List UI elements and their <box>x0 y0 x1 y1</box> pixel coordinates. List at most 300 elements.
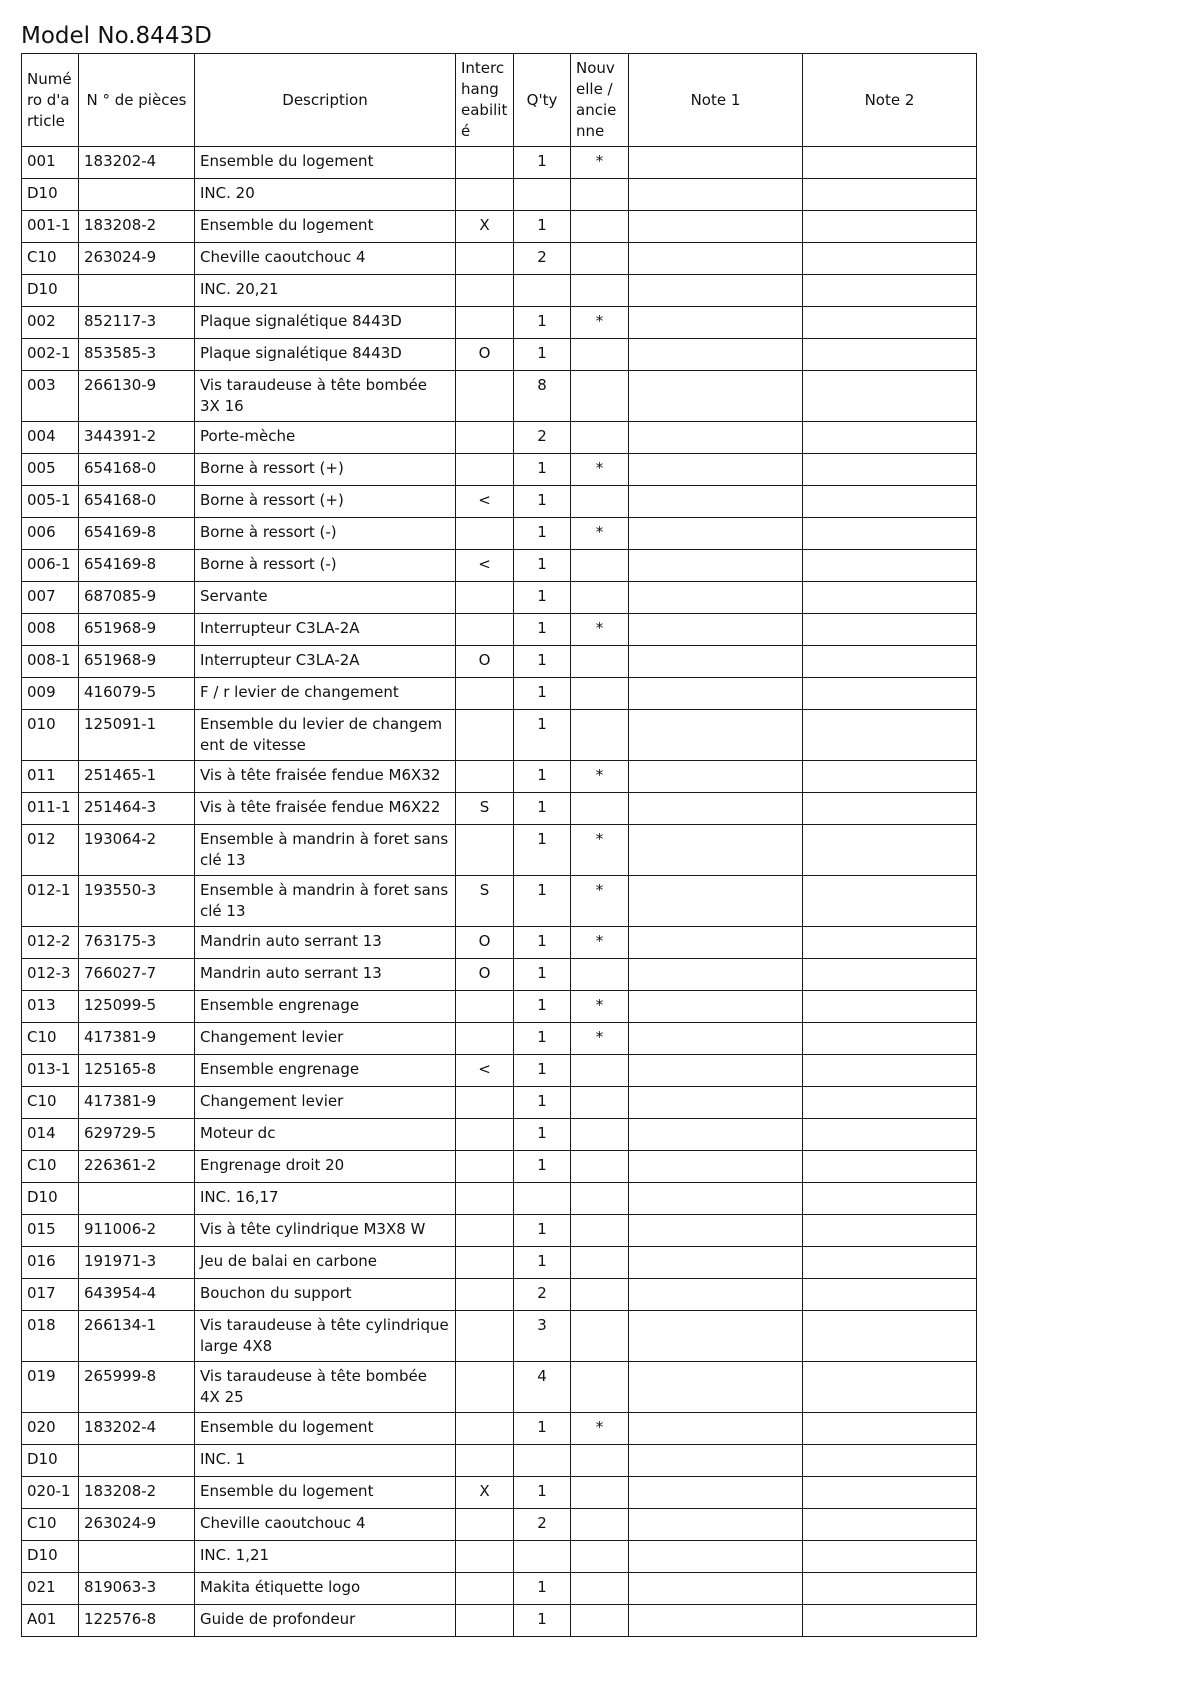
note-2-cell <box>803 307 977 339</box>
table-row <box>22 646 977 678</box>
part-number-cell: 263024-9 <box>79 243 195 275</box>
note-1-cell <box>629 275 803 307</box>
interchangeability-cell <box>456 678 514 710</box>
new-old-cell: * <box>571 991 629 1023</box>
note-1-cell <box>629 1279 803 1311</box>
new-old-cell: * <box>571 1023 629 1055</box>
interchangeability-cell <box>456 1311 514 1362</box>
part-number-cell: 344391-2 <box>79 422 195 454</box>
interchangeability-cell <box>456 275 514 307</box>
interchangeability-cell <box>456 1413 514 1445</box>
description-cell: INC. 1 <box>195 1445 456 1477</box>
description-cell: Plaque signalétique 8443D <box>195 339 456 371</box>
new-old-cell <box>571 1541 629 1573</box>
note-1-cell <box>629 307 803 339</box>
part-number-cell: 687085-9 <box>79 582 195 614</box>
part-number-cell: 226361-2 <box>79 1151 195 1183</box>
note-1-cell <box>629 1247 803 1279</box>
table-row <box>22 371 977 422</box>
item-number-cell: 003 <box>22 371 79 422</box>
table-row <box>22 550 977 582</box>
table-row <box>22 1509 977 1541</box>
description-cell: Borne à ressort (+) <box>195 454 456 486</box>
part-number-cell: 853585-3 <box>79 339 195 371</box>
item-number-cell: 021 <box>22 1573 79 1605</box>
quantity-cell: 1 <box>514 710 571 761</box>
quantity-cell: 1 <box>514 646 571 678</box>
description-cell: Vis à tête fraisée fendue M6X32 <box>195 761 456 793</box>
quantity-cell: 1 <box>514 550 571 582</box>
table-row <box>22 1362 977 1413</box>
part-number-cell: 125165-8 <box>79 1055 195 1087</box>
table-row <box>22 179 977 211</box>
quantity-cell: 1 <box>514 1215 571 1247</box>
new-old-cell <box>571 1279 629 1311</box>
interchangeability-cell <box>456 1509 514 1541</box>
table-row <box>22 927 977 959</box>
header-note-1: Note 1 <box>629 54 803 147</box>
part-number-cell: 266130-9 <box>79 371 195 422</box>
part-number-cell <box>79 179 195 211</box>
note-1-cell <box>629 646 803 678</box>
interchangeability-cell <box>456 991 514 1023</box>
part-number-cell: 766027-7 <box>79 959 195 991</box>
table-row <box>22 991 977 1023</box>
note-1-cell <box>629 761 803 793</box>
part-number-cell <box>79 1445 195 1477</box>
interchangeability-cell: O <box>456 646 514 678</box>
new-old-cell: * <box>571 614 629 646</box>
description-cell: Ensemble engrenage <box>195 1055 456 1087</box>
part-number-cell <box>79 275 195 307</box>
quantity-cell: 1 <box>514 1605 571 1637</box>
description-cell: Ensemble du logement <box>195 211 456 243</box>
item-number-cell: C10 <box>22 1509 79 1541</box>
table-row <box>22 275 977 307</box>
quantity-cell <box>514 179 571 211</box>
part-number-cell: 819063-3 <box>79 1573 195 1605</box>
interchangeability-cell <box>456 1151 514 1183</box>
quantity-cell: 1 <box>514 1119 571 1151</box>
quantity-cell: 4 <box>514 1362 571 1413</box>
quantity-cell: 1 <box>514 1151 571 1183</box>
quantity-cell: 1 <box>514 339 571 371</box>
note-2-cell <box>803 793 977 825</box>
description-cell: Jeu de balai en carbone <box>195 1247 456 1279</box>
new-old-cell: * <box>571 1413 629 1445</box>
part-number-cell: 183202-4 <box>79 147 195 179</box>
interchangeability-cell: < <box>456 550 514 582</box>
interchangeability-cell <box>456 454 514 486</box>
new-old-cell <box>571 486 629 518</box>
note-2-cell <box>803 1509 977 1541</box>
item-number-cell: 020 <box>22 1413 79 1445</box>
parts-table <box>21 53 977 1637</box>
note-2-cell <box>803 876 977 927</box>
description-cell: Vis à tête cylindrique M3X8 W <box>195 1215 456 1247</box>
description-cell: Ensemble du logement <box>195 1477 456 1509</box>
note-1-cell <box>629 1445 803 1477</box>
new-old-cell: * <box>571 147 629 179</box>
quantity-cell: 1 <box>514 825 571 876</box>
note-2-cell <box>803 1183 977 1215</box>
item-number-cell: C10 <box>22 1151 79 1183</box>
interchangeability-cell <box>456 1445 514 1477</box>
interchangeability-cell <box>456 614 514 646</box>
part-number-cell: 125099-5 <box>79 991 195 1023</box>
item-number-cell: 012-1 <box>22 876 79 927</box>
note-1-cell <box>629 211 803 243</box>
interchangeability-cell: S <box>456 876 514 927</box>
item-number-cell: 016 <box>22 1247 79 1279</box>
part-number-cell: 265999-8 <box>79 1362 195 1413</box>
table-row <box>22 422 977 454</box>
item-number-cell: 008 <box>22 614 79 646</box>
note-1-cell <box>629 876 803 927</box>
note-1-cell <box>629 422 803 454</box>
quantity-cell: 2 <box>514 422 571 454</box>
part-number-cell: 651968-9 <box>79 646 195 678</box>
item-number-cell: 010 <box>22 710 79 761</box>
note-1-cell <box>629 1087 803 1119</box>
table-row <box>22 825 977 876</box>
item-number-cell: 002-1 <box>22 339 79 371</box>
part-number-cell: 266134-1 <box>79 1311 195 1362</box>
note-1-cell <box>629 1573 803 1605</box>
item-number-cell: 006 <box>22 518 79 550</box>
item-number-cell: D10 <box>22 1445 79 1477</box>
header-row <box>22 54 977 147</box>
note-1-cell <box>629 1055 803 1087</box>
table-row <box>22 454 977 486</box>
new-old-cell <box>571 339 629 371</box>
interchangeability-cell <box>456 1087 514 1119</box>
note-2-cell <box>803 710 977 761</box>
note-1-cell <box>629 959 803 991</box>
quantity-cell: 1 <box>514 876 571 927</box>
item-number-cell: 020-1 <box>22 1477 79 1509</box>
new-old-cell <box>571 243 629 275</box>
quantity-cell: 3 <box>514 1311 571 1362</box>
interchangeability-cell <box>456 1605 514 1637</box>
quantity-cell: 2 <box>514 1279 571 1311</box>
table-row <box>22 147 977 179</box>
table-row <box>22 1477 977 1509</box>
note-2-cell <box>803 1605 977 1637</box>
item-number-cell: 011 <box>22 761 79 793</box>
note-2-cell <box>803 614 977 646</box>
description-cell: Guide de profondeur <box>195 1605 456 1637</box>
item-number-cell: 007 <box>22 582 79 614</box>
new-old-cell <box>571 1445 629 1477</box>
note-1-cell <box>629 1183 803 1215</box>
new-old-cell <box>571 582 629 614</box>
new-old-cell <box>571 1055 629 1087</box>
table-row <box>22 518 977 550</box>
item-number-cell: D10 <box>22 275 79 307</box>
note-2-cell <box>803 1362 977 1413</box>
item-number-cell: D10 <box>22 1183 79 1215</box>
quantity-cell: 2 <box>514 243 571 275</box>
new-old-cell: * <box>571 876 629 927</box>
description-cell: Bouchon du support <box>195 1279 456 1311</box>
table-row <box>22 710 977 761</box>
new-old-cell <box>571 211 629 243</box>
note-1-cell <box>629 550 803 582</box>
quantity-cell: 8 <box>514 371 571 422</box>
note-1-cell <box>629 1311 803 1362</box>
table-header <box>22 54 977 147</box>
note-1-cell <box>629 710 803 761</box>
quantity-cell: 1 <box>514 959 571 991</box>
quantity-cell: 1 <box>514 678 571 710</box>
description-cell: Makita étiquette logo <box>195 1573 456 1605</box>
note-2-cell <box>803 422 977 454</box>
note-2-cell <box>803 454 977 486</box>
item-number-cell: C10 <box>22 243 79 275</box>
item-number-cell: 005-1 <box>22 486 79 518</box>
description-cell: Mandrin auto serrant 13 <box>195 927 456 959</box>
part-number-cell: 654169-8 <box>79 550 195 582</box>
quantity-cell: 1 <box>514 761 571 793</box>
table-row <box>22 582 977 614</box>
description-cell: Ensemble du levier de changem ent de vitesse <box>195 710 456 761</box>
note-1-cell <box>629 371 803 422</box>
new-old-cell: * <box>571 927 629 959</box>
note-2-cell <box>803 1445 977 1477</box>
part-number-cell: 122576-8 <box>79 1605 195 1637</box>
quantity-cell: 1 <box>514 614 571 646</box>
note-1-cell <box>629 454 803 486</box>
description-cell: Changement levier <box>195 1087 456 1119</box>
item-number-cell: 012-2 <box>22 927 79 959</box>
note-1-cell <box>629 825 803 876</box>
description-cell: Cheville caoutchouc 4 <box>195 1509 456 1541</box>
interchangeability-cell <box>456 243 514 275</box>
item-number-cell: 009 <box>22 678 79 710</box>
table-row <box>22 1151 977 1183</box>
new-old-cell <box>571 646 629 678</box>
table-row <box>22 1023 977 1055</box>
table-row <box>22 959 977 991</box>
table-row <box>22 1247 977 1279</box>
part-number-cell <box>79 1541 195 1573</box>
part-number-cell: 251464-3 <box>79 793 195 825</box>
table-row <box>22 761 977 793</box>
interchangeability-cell <box>456 1215 514 1247</box>
part-number-cell: 183208-2 <box>79 211 195 243</box>
note-1-cell <box>629 1362 803 1413</box>
note-2-cell <box>803 550 977 582</box>
note-2-cell <box>803 991 977 1023</box>
description-cell: Interrupteur C3LA-2A <box>195 614 456 646</box>
note-2-cell <box>803 371 977 422</box>
interchangeability-cell: S <box>456 793 514 825</box>
description-cell: Borne à ressort (-) <box>195 518 456 550</box>
description-cell: Cheville caoutchouc 4 <box>195 243 456 275</box>
description-cell: Ensemble du logement <box>195 147 456 179</box>
note-2-cell <box>803 678 977 710</box>
note-2-cell <box>803 959 977 991</box>
note-2-cell <box>803 147 977 179</box>
note-2-cell <box>803 1151 977 1183</box>
new-old-cell: * <box>571 761 629 793</box>
table-row <box>22 1279 977 1311</box>
quantity-cell <box>514 1183 571 1215</box>
note-2-cell <box>803 339 977 371</box>
interchangeability-cell <box>456 1279 514 1311</box>
note-1-cell <box>629 1119 803 1151</box>
table-row <box>22 793 977 825</box>
note-1-cell <box>629 147 803 179</box>
description-cell: Ensemble à mandrin à foret sans clé 13 <box>195 825 456 876</box>
note-1-cell <box>629 1509 803 1541</box>
note-2-cell <box>803 275 977 307</box>
interchangeability-cell: X <box>456 1477 514 1509</box>
interchangeability-cell <box>456 179 514 211</box>
new-old-cell <box>571 1087 629 1119</box>
interchangeability-cell: O <box>456 959 514 991</box>
table-row <box>22 243 977 275</box>
table-row <box>22 339 977 371</box>
note-1-cell <box>629 1413 803 1445</box>
note-1-cell <box>629 793 803 825</box>
new-old-cell <box>571 1605 629 1637</box>
interchangeability-cell <box>456 1541 514 1573</box>
header-interchangeability: Interc hang eabilit é <box>456 54 514 147</box>
part-number-cell: 416079-5 <box>79 678 195 710</box>
note-2-cell <box>803 582 977 614</box>
interchangeability-cell: O <box>456 927 514 959</box>
part-number-cell: 193550-3 <box>79 876 195 927</box>
note-1-cell <box>629 518 803 550</box>
note-2-cell <box>803 761 977 793</box>
new-old-cell <box>571 422 629 454</box>
quantity-cell: 1 <box>514 211 571 243</box>
note-2-cell <box>803 1055 977 1087</box>
part-number-cell: 654168-0 <box>79 486 195 518</box>
new-old-cell <box>571 1509 629 1541</box>
description-cell: INC. 20,21 <box>195 275 456 307</box>
new-old-cell <box>571 550 629 582</box>
note-1-cell <box>629 1541 803 1573</box>
interchangeability-cell <box>456 422 514 454</box>
new-old-cell <box>571 1573 629 1605</box>
new-old-cell <box>571 179 629 211</box>
table-row <box>22 1541 977 1573</box>
new-old-cell <box>571 1477 629 1509</box>
item-number-cell: C10 <box>22 1087 79 1119</box>
header-new-old: Nouv elle / ancie nne <box>571 54 629 147</box>
item-number-cell: C10 <box>22 1023 79 1055</box>
interchangeability-cell <box>456 710 514 761</box>
header-description: Description <box>195 54 456 147</box>
item-number-cell: 014 <box>22 1119 79 1151</box>
interchangeability-cell <box>456 1119 514 1151</box>
item-number-cell: A01 <box>22 1605 79 1637</box>
table-row <box>22 1311 977 1362</box>
interchangeability-cell: < <box>456 486 514 518</box>
note-1-cell <box>629 243 803 275</box>
note-2-cell <box>803 1279 977 1311</box>
new-old-cell: * <box>571 454 629 486</box>
new-old-cell <box>571 1247 629 1279</box>
description-cell: Vis taraudeuse à tête cylindrique large 4X8 <box>195 1311 456 1362</box>
description-cell: Ensemble à mandrin à foret sans clé 13 <box>195 876 456 927</box>
note-2-cell <box>803 1477 977 1509</box>
new-old-cell <box>571 1362 629 1413</box>
header-item-number: Numé ro d'a rticle <box>22 54 79 147</box>
note-2-cell <box>803 486 977 518</box>
table-row <box>22 211 977 243</box>
new-old-cell <box>571 1215 629 1247</box>
interchangeability-cell <box>456 1183 514 1215</box>
note-2-cell <box>803 1119 977 1151</box>
description-cell: Engrenage droit 20 <box>195 1151 456 1183</box>
note-1-cell <box>629 1605 803 1637</box>
note-1-cell <box>629 1023 803 1055</box>
note-2-cell <box>803 211 977 243</box>
table-row <box>22 1445 977 1477</box>
note-1-cell <box>629 614 803 646</box>
table-row <box>22 1055 977 1087</box>
new-old-cell: * <box>571 518 629 550</box>
note-2-cell <box>803 825 977 876</box>
interchangeability-cell <box>456 761 514 793</box>
quantity-cell: 1 <box>514 1413 571 1445</box>
quantity-cell: 1 <box>514 1247 571 1279</box>
item-number-cell: 004 <box>22 422 79 454</box>
part-number-cell: 251465-1 <box>79 761 195 793</box>
interchangeability-cell <box>456 1573 514 1605</box>
item-number-cell: 006-1 <box>22 550 79 582</box>
table-row <box>22 1605 977 1637</box>
note-2-cell <box>803 1311 977 1362</box>
part-number-cell: 654168-0 <box>79 454 195 486</box>
interchangeability-cell <box>456 147 514 179</box>
part-number-cell: 417381-9 <box>79 1087 195 1119</box>
note-1-cell <box>629 582 803 614</box>
quantity-cell: 1 <box>514 1023 571 1055</box>
interchangeability-cell <box>456 582 514 614</box>
header-quantity: Q'ty <box>514 54 571 147</box>
part-number-cell: 911006-2 <box>79 1215 195 1247</box>
quantity-cell <box>514 1445 571 1477</box>
new-old-cell: * <box>571 825 629 876</box>
part-number-cell <box>79 1183 195 1215</box>
note-1-cell <box>629 339 803 371</box>
part-number-cell: 763175-3 <box>79 927 195 959</box>
part-number-cell: 651968-9 <box>79 614 195 646</box>
part-number-cell: 654169-8 <box>79 518 195 550</box>
item-number-cell: 001 <box>22 147 79 179</box>
new-old-cell <box>571 793 629 825</box>
part-number-cell: 263024-9 <box>79 1509 195 1541</box>
table-row <box>22 307 977 339</box>
description-cell: Vis à tête fraisée fendue M6X22 <box>195 793 456 825</box>
part-number-cell: 643954-4 <box>79 1279 195 1311</box>
description-cell: INC. 1,21 <box>195 1541 456 1573</box>
note-2-cell <box>803 179 977 211</box>
description-cell: Moteur dc <box>195 1119 456 1151</box>
note-1-cell <box>629 486 803 518</box>
new-old-cell <box>571 1151 629 1183</box>
table-row <box>22 486 977 518</box>
description-cell: Plaque signalétique 8443D <box>195 307 456 339</box>
new-old-cell <box>571 710 629 761</box>
item-number-cell: 013-1 <box>22 1055 79 1087</box>
part-number-cell: 125091-1 <box>79 710 195 761</box>
